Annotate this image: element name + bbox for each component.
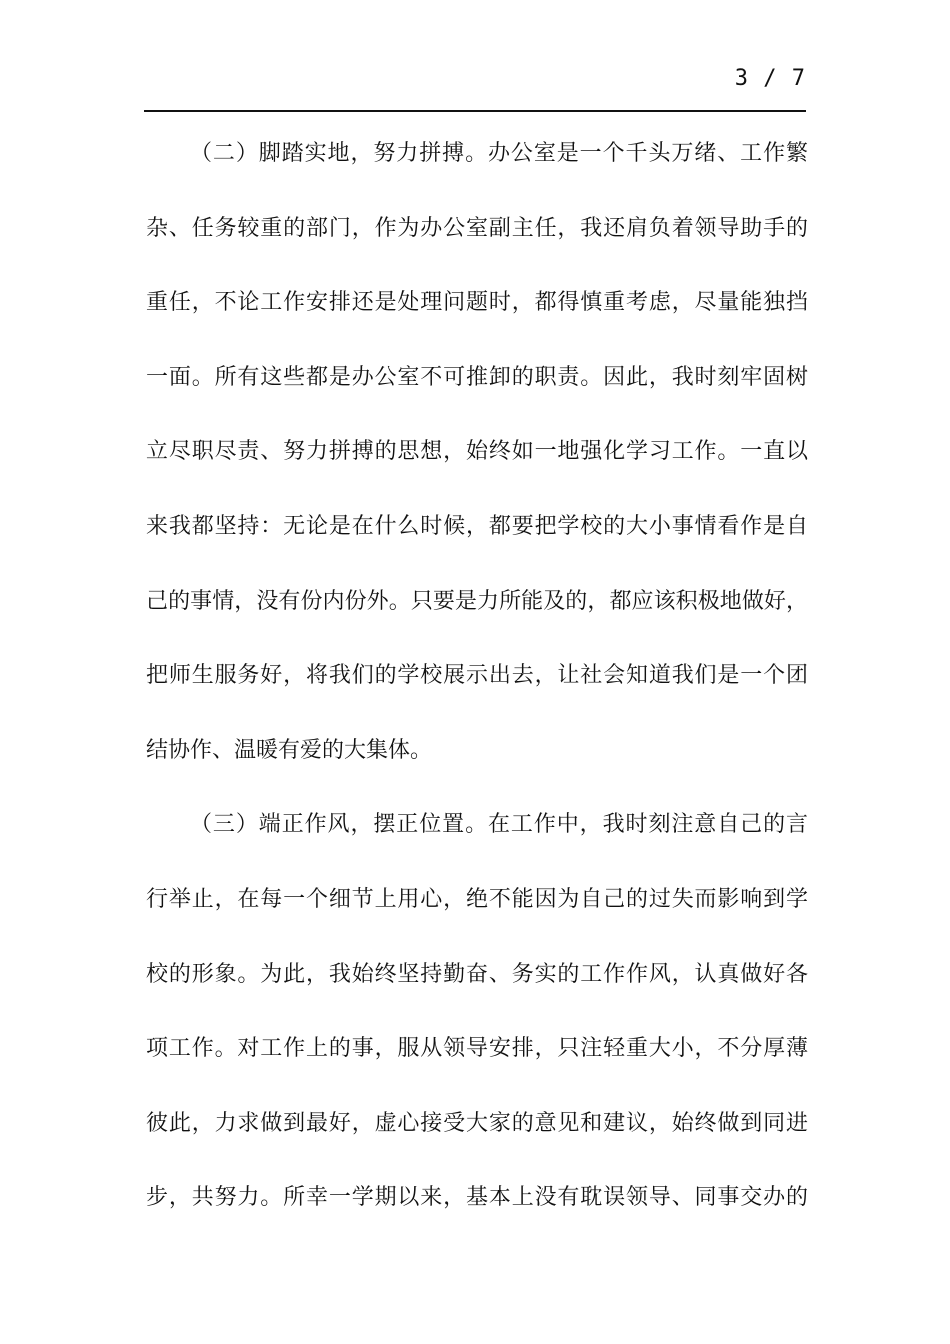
text-line: 己的事情，没有份内份外。只要是力所能及的，都应该积极地做好， (146, 588, 808, 614)
text-line: （二）脚踏实地，努力拼搏。办公室是一个千头万绪、工作繁 (190, 141, 808, 166)
text-line: （三）端正作风，摆正位置。在工作中，我时刻注意自己的言 (190, 812, 808, 838)
header-rule (144, 110, 806, 112)
text-line: 一面。所有这些都是办公室不可推卸的职责。因此，我时刻牢固树 (146, 364, 808, 390)
paragraph-2 (146, 117, 808, 788)
page-number: 3 / 7 (734, 66, 806, 91)
text-line: 重任，不论工作安排还是处理问题时，都得慎重考虑，尽量能独挡 (146, 290, 808, 316)
text-line: 行举止，在每一个细节上用心，绝不能因为自己的过失而影响到学 (146, 886, 808, 912)
paragraph-3 (146, 788, 808, 1236)
text-line: 立尽职尽责、努力拼搏的思想，始终如一地强化学习工作。一直以 (146, 439, 808, 465)
text-line: 项工作。对工作上的事，服从领导安排，只注轻重大小，不分厚薄 (146, 1036, 808, 1062)
text-line: 结协作、温暖有爱的大集体。 (146, 737, 433, 763)
document-body (146, 117, 808, 1236)
text-line: 步，共努力。所幸一学期以来，基本上没有耽误领导、同事交办的 (146, 1185, 808, 1211)
text-line: 来我都坚持：无论是在什么时候，都要把学校的大小事情看作是自 (146, 513, 808, 539)
text-line: 杂、任务较重的部门，作为办公室副主任，我还肩负着领导助手的 (146, 215, 808, 241)
text-line: 彼此，力求做到最好，虚心接受大家的意见和建议，始终做到同进 (146, 1110, 808, 1136)
text-line: 把师生服务好，将我们的学校展示出去，让社会知道我们是一个团 (146, 663, 808, 689)
text-line: 校的形象。为此，我始终坚持勤奋、务实的工作作风，认真做好各 (146, 961, 808, 987)
